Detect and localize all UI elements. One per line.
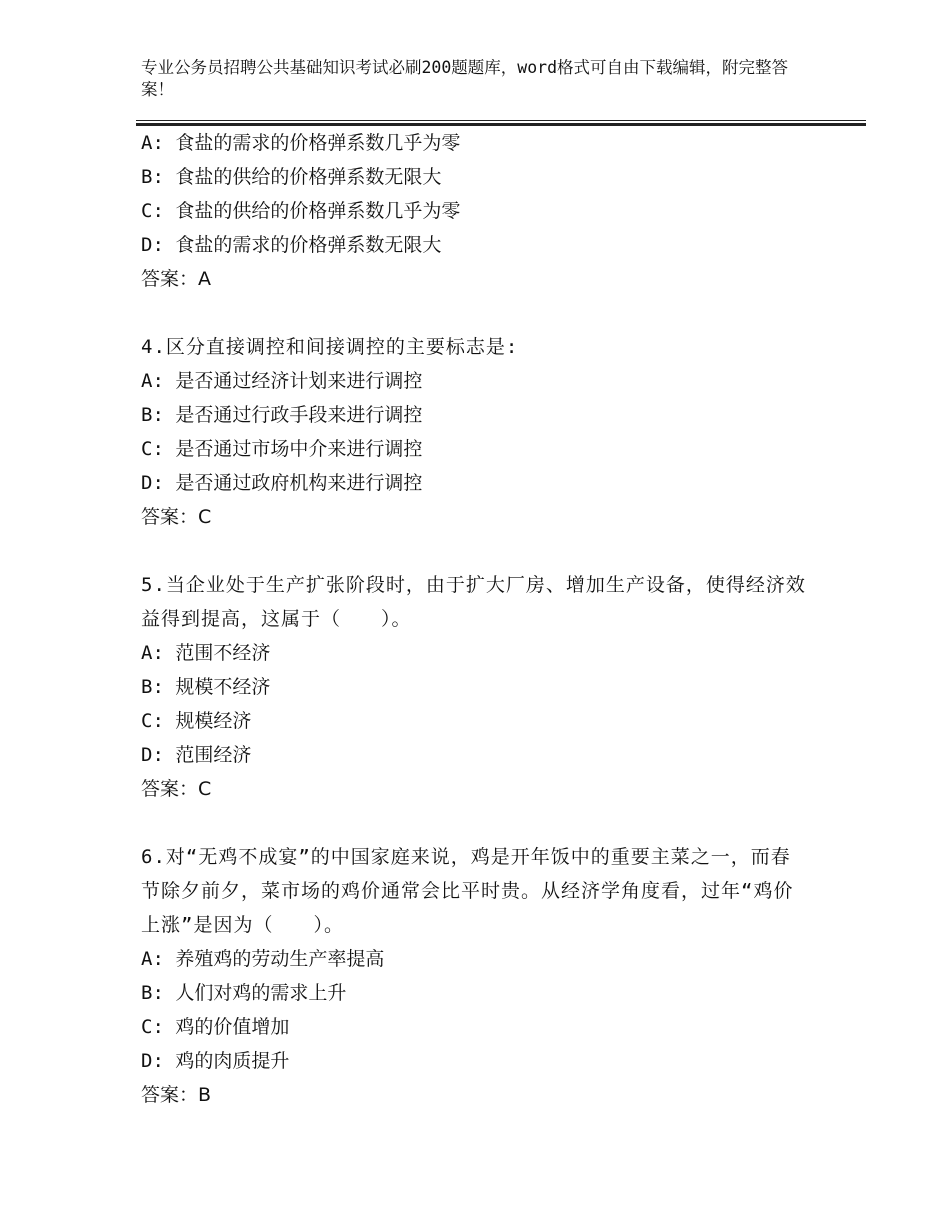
- answer-line: 答案：C: [141, 778, 212, 800]
- question-stem: 4.区分直接调控和间接调控的主要标志是:: [141, 336, 519, 358]
- question-block-6: [141, 840, 806, 1112]
- option-b: B: 是否通过行政手段来进行调控: [141, 404, 423, 426]
- option-a: A: 范围不经济: [141, 642, 271, 664]
- option-c: C: 食盐的供给的价格弹系数几乎为零: [141, 200, 461, 222]
- option-d: D: 范围经济: [141, 744, 252, 766]
- question-block-5: [141, 568, 806, 806]
- question-list: [141, 126, 806, 1112]
- option-a: A: 是否通过经济计划来进行调控: [141, 370, 423, 392]
- option-c: C: 鸡的价值增加: [141, 1016, 290, 1038]
- answer-line: 答案：A: [141, 268, 211, 290]
- spacer: [141, 296, 806, 330]
- document-header: 专业公务员招聘公共基础知识考试必刷200题题库，word格式可自由下载编辑，附完整答案！: [141, 58, 789, 99]
- question-stem: 5.当企业处于生产扩张阶段时，由于扩大厂房、增加生产设备，使得经济效益得到提高，这属于（ ）。: [141, 574, 806, 630]
- header-divider-thin: [136, 120, 866, 121]
- question-stem: 6.对“无鸡不成宴”的中国家庭来说，鸡是开年饭中的重要主菜之一，而春节除夕前夕，菜市场的鸡价通常会比平时贵。从经济学角度看，过年“鸡价上涨”是因为（ ）。: [141, 846, 794, 936]
- question-block-3: [141, 126, 806, 296]
- answer-line: 答案：C: [141, 506, 212, 528]
- option-b: B: 规模不经济: [141, 676, 271, 698]
- spacer: [141, 806, 806, 840]
- option-d: D: 鸡的肉质提升: [141, 1050, 290, 1072]
- option-d: D: 是否通过政府机构来进行调控: [141, 472, 423, 494]
- option-b: B: 食盐的供给的价格弹系数无限大: [141, 166, 442, 188]
- option-c: C: 是否通过市场中介来进行调控: [141, 438, 423, 460]
- option-b: B: 人们对鸡的需求上升: [141, 982, 347, 1004]
- option-a: A: 养殖鸡的劳动生产率提高: [141, 948, 385, 970]
- option-d: D: 食盐的需求的价格弹系数无限大: [141, 234, 442, 256]
- spacer: [141, 534, 806, 568]
- question-block-4: [141, 330, 806, 534]
- option-c: C: 规模经济: [141, 710, 252, 732]
- option-a: A: 食盐的需求的价格弹系数几乎为零: [141, 132, 461, 154]
- answer-line: 答案：B: [141, 1084, 212, 1106]
